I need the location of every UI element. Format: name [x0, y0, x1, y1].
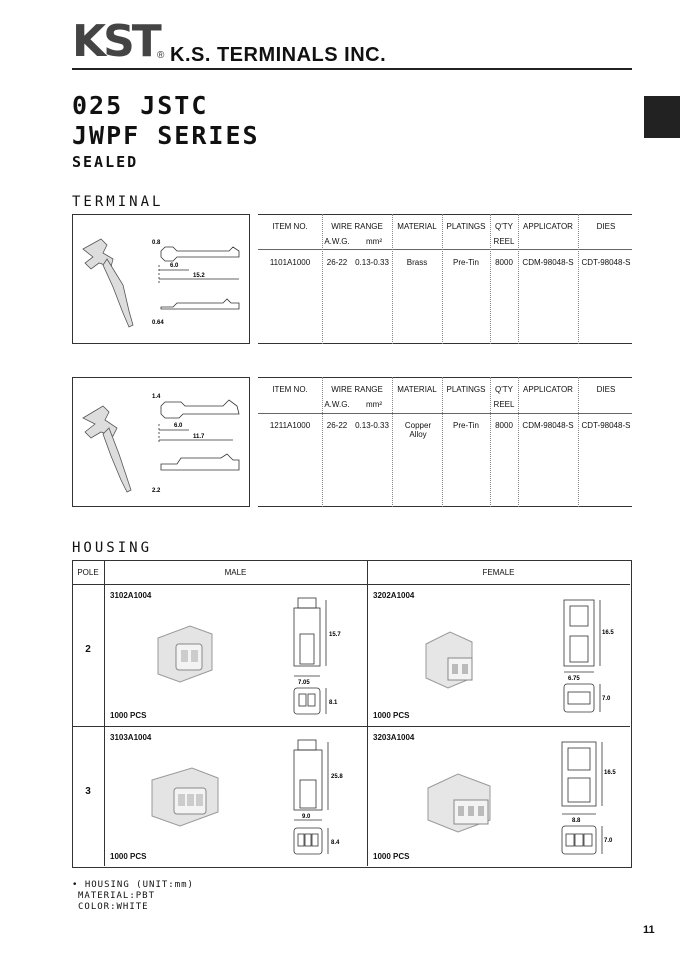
- male-3-photo: [146, 764, 226, 834]
- note-line-1: • HOUSING (UNIT:mm): [72, 880, 194, 890]
- pcs-female-3: 1000 PCS: [373, 852, 410, 861]
- terminal-drawing-2: [72, 377, 250, 507]
- th-platings: PLATINGS: [446, 385, 486, 394]
- terminal-table-1-top: [258, 214, 632, 215]
- title-line-3: SEALED: [72, 153, 139, 171]
- dim-male-2-h: 15.7: [329, 632, 341, 638]
- terminal-2-col-div: [392, 377, 393, 507]
- cell-item-no: 1101A1000: [269, 258, 311, 267]
- housing-notes: [72, 880, 194, 913]
- th-female: FEMALE: [482, 568, 515, 577]
- pole-2: 2: [85, 644, 91, 655]
- dim-terminal-1-c: 15.2: [193, 273, 205, 279]
- th-material: MATERIAL: [397, 385, 437, 394]
- dim-female-3-w: 8.8: [572, 818, 581, 824]
- dim-terminal-1-a: 0.8: [152, 240, 161, 246]
- pcs-female-2: 1000 PCS: [373, 711, 410, 720]
- header-rule: [72, 68, 632, 70]
- terminal-1-col-div: [442, 214, 443, 344]
- dim-male-3-w: 9.0: [302, 814, 311, 820]
- terminal-table-2-header-rule: [258, 413, 632, 414]
- section-terminal: TERMINAL: [72, 194, 164, 210]
- dim-terminal-2-d: 2.2: [152, 488, 161, 494]
- title-line-2: JWPF SERIES: [72, 121, 260, 150]
- kst-logo: KST: [72, 16, 159, 67]
- terminal-table-2-bottom: [258, 506, 632, 507]
- th-qty: Q'TY: [495, 385, 513, 394]
- terminal-2-col-div: [518, 377, 519, 507]
- title-line-1: 025 JSTC: [72, 91, 209, 120]
- cell-awg: 26-22: [326, 258, 348, 267]
- terminal-table-1-header-rule: [258, 249, 632, 250]
- dim-male-3-h: 25.8: [331, 774, 343, 780]
- housing-header-rule: [72, 584, 630, 585]
- cell-dies: CDT-98048-S: [581, 421, 631, 430]
- th-platings: PLATINGS: [446, 222, 486, 231]
- terminal-2-col-div: [578, 377, 579, 507]
- male-2-photo: [150, 620, 220, 690]
- th-item-no: ITEM NO.: [272, 222, 308, 231]
- housing-col-rule: [367, 560, 368, 866]
- pcs-male-2: 1000 PCS: [110, 711, 147, 720]
- note-line-3: COLOR:WHITE: [78, 902, 149, 912]
- dim-terminal-1-d: 0.64: [152, 320, 164, 326]
- part-male-3: 3103A1004: [110, 733, 152, 742]
- terminal-2-col-div: [322, 377, 323, 507]
- cell-platings: Pre-Tin: [453, 258, 479, 267]
- cell-applicator: CDM-98048-S: [522, 421, 574, 430]
- part-male-2: 3102A1004: [110, 591, 152, 600]
- terminal-1-col-div: [490, 214, 491, 344]
- th-applicator: APPLICATOR: [523, 385, 573, 394]
- terminal-1-col-div: [322, 214, 323, 344]
- part-female-3: 3203A1004: [373, 733, 415, 742]
- terminal-1-col-div: [518, 214, 519, 344]
- th-male: MALE: [224, 568, 247, 577]
- registered-mark: ®: [157, 50, 165, 61]
- female-3-drawing: [552, 738, 628, 862]
- dim-female-2-d: 7.0: [602, 696, 611, 702]
- cell-material: Copper Alloy: [404, 421, 432, 439]
- cell-mm2: 0.13-0.33: [355, 258, 389, 267]
- dim-terminal-2-b: 6.0: [174, 423, 183, 429]
- dim-terminal-2-c: 11.7: [193, 434, 205, 440]
- female-2-photo: [420, 622, 490, 692]
- th-reel: REEL: [493, 237, 515, 246]
- dim-male-3-d: 8.4: [331, 840, 340, 846]
- th-qty: Q'TY: [495, 222, 513, 231]
- pole-3: 3: [85, 786, 91, 797]
- dim-female-3-h: 16.5: [604, 770, 616, 776]
- terminal-1-illustration: [73, 215, 249, 343]
- terminal-1-col-div: [392, 214, 393, 344]
- dim-female-2-h: 16.5: [602, 630, 614, 636]
- th-awg: A.W.G.: [324, 400, 350, 409]
- housing-col-rule: [104, 560, 105, 866]
- th-wire-range: WIRE RANGE: [331, 222, 383, 231]
- section-housing: HOUSING: [72, 540, 153, 556]
- cell-dies: CDT-98048-S: [581, 258, 631, 267]
- terminal-table-1-bottom: [258, 343, 632, 344]
- note-line-2: MATERIAL:PBT: [78, 891, 156, 901]
- cell-mm2: 0.13-0.33: [355, 421, 389, 430]
- dim-terminal-1-b: 6.0: [170, 263, 179, 269]
- cell-qty: 8000: [495, 258, 513, 267]
- dim-female-2-w: 6.75: [568, 676, 580, 682]
- dim-female-3-d: 7.0: [604, 838, 613, 844]
- cell-qty: 8000: [495, 421, 513, 430]
- terminal-drawing-1: [72, 214, 250, 344]
- dim-male-2-w: 7.05: [298, 680, 310, 686]
- terminal-2-illustration: [73, 378, 249, 506]
- terminal-table-2-top: [258, 377, 632, 378]
- cell-material: Brass: [406, 258, 428, 267]
- th-item-no: ITEM NO.: [272, 385, 308, 394]
- male-3-drawing: [286, 736, 366, 862]
- female-3-photo: [424, 766, 500, 836]
- terminal-2-col-div: [490, 377, 491, 507]
- cell-applicator: CDM-98048-S: [522, 258, 574, 267]
- th-dies: DIES: [596, 222, 616, 231]
- cell-item-no: 1211A1000: [269, 421, 311, 430]
- female-2-drawing: [556, 596, 628, 720]
- male-2-drawing: [286, 594, 366, 722]
- dim-male-2-d: 8.1: [329, 700, 338, 706]
- cell-awg: 26-22: [326, 421, 348, 430]
- th-reel: REEL: [493, 400, 515, 409]
- part-female-2: 3202A1004: [373, 591, 415, 600]
- th-mm2: mm²: [366, 400, 382, 409]
- terminal-2-col-div: [442, 377, 443, 507]
- th-dies: DIES: [596, 385, 616, 394]
- th-awg: A.W.G.: [324, 237, 350, 246]
- page-number: 11: [643, 924, 655, 936]
- th-material: MATERIAL: [397, 222, 437, 231]
- page-tab-marker: [644, 96, 680, 138]
- housing-row-rule: [72, 726, 630, 727]
- company-name: K.S. TERMINALS INC.: [170, 44, 387, 66]
- th-pole: POLE: [77, 568, 99, 577]
- terminal-1-col-div: [578, 214, 579, 344]
- th-mm2: mm²: [366, 237, 382, 246]
- dim-terminal-2-a: 1.4: [152, 394, 161, 400]
- th-applicator: APPLICATOR: [523, 222, 573, 231]
- cell-platings: Pre-Tin: [453, 421, 479, 430]
- pcs-male-3: 1000 PCS: [110, 852, 147, 861]
- th-wire-range: WIRE RANGE: [331, 385, 383, 394]
